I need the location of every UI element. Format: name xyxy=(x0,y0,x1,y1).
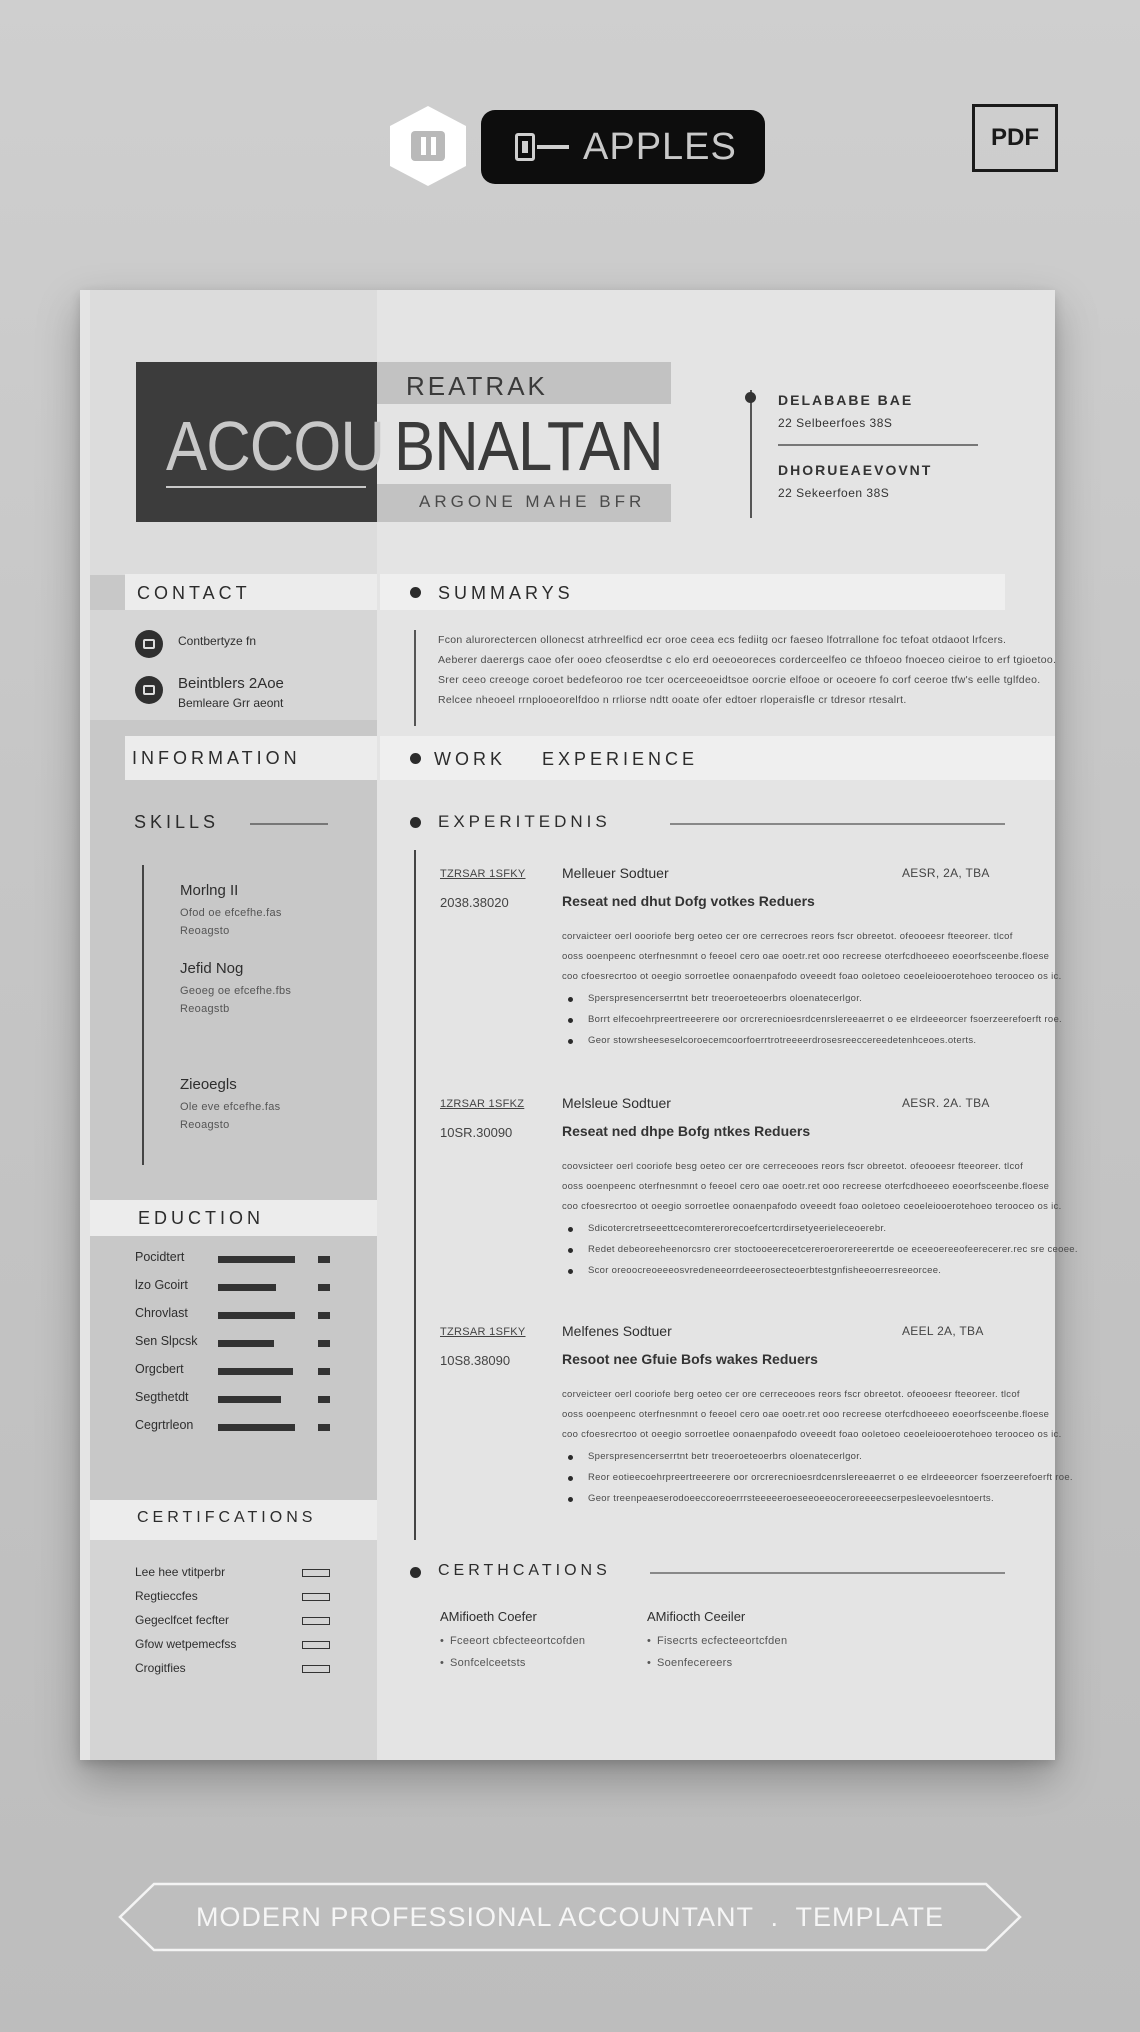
job-bullet: Scor oreoocreoeeeosvredeneeorrdeeerosecteoerbtestgnfisheeoerresreeorcee. xyxy=(588,1265,942,1276)
summary-dot xyxy=(410,587,421,598)
job-bullet-dot xyxy=(568,1039,573,1044)
information-title: INFORMATION xyxy=(132,748,301,768)
job-para-line: coo cfoesrecrtoo ot oeegio sorroetlee oonaenpafodo oveeedt foao ooletoeo ceoeleiooerotehoeo terooceo os ic. xyxy=(562,1201,1062,1212)
brand-pill xyxy=(481,110,765,184)
job-date-top: TZRSAR 1SFKY xyxy=(440,1326,526,1338)
experience-timeline xyxy=(414,850,416,1540)
cert-bullet-mark: • xyxy=(440,1657,445,1669)
job-date-top: TZRSAR 1SFKY xyxy=(440,868,526,880)
education-level-bar xyxy=(218,1256,295,1263)
cert-side-title: CERTIFCATIONS xyxy=(137,1509,317,1526)
job-right-date: AESR. 2A. TBA xyxy=(902,1096,990,1110)
work-dot xyxy=(410,753,421,764)
skills-timeline xyxy=(142,865,144,1165)
resume-page xyxy=(80,290,1078,1760)
job-para-line: ooss ooenpeenc oterfnesnmnt o feeoel cero oae ooetr.ret ooo recreese oterfcdhoeeeo eoeorfsceenbe.floese xyxy=(562,1409,1050,1420)
cert-side-item: Regtieccfes xyxy=(135,1589,198,1603)
job-right-date: AESR, 2A, TBA xyxy=(902,866,990,880)
brand-name: APPLES xyxy=(583,125,737,168)
job-para-line: ooss ooenpeenc oterfnesnmnt o feeoel cero oae ooetr.ret ooo recreese oterfcdhoeeeo eoeorfsceenbe.floese xyxy=(562,1181,1050,1192)
education-list xyxy=(80,1250,377,1500)
title-ribbon xyxy=(118,1882,1022,1952)
education-level-cap xyxy=(318,1312,330,1319)
cert-bullet-mark: • xyxy=(440,1635,445,1647)
job-date: 10SR.30090 xyxy=(440,1125,513,1140)
job-para-line: coovsicteer oerl cooriofe besg oeteo cer ore cerreceooes reors fscr obreetot. ofeooeesr fteeoreer. tlcof xyxy=(562,1161,1024,1172)
job-role: Melfenes Sodtuer xyxy=(562,1323,672,1339)
job-bullet-dot xyxy=(568,1476,573,1481)
education-level-bar xyxy=(218,1368,293,1375)
summary-line: Aeberer daerergs caoe ofer ooeo cfeoserdtse c elo erd oeeoeoreces corderceelfeo ce thfoeoo fnoeceo cieiroe to erf tgioetoo. xyxy=(438,654,1057,666)
job-bullet-dot xyxy=(568,1497,573,1502)
columns-icon xyxy=(411,131,445,161)
cert-side-marker xyxy=(302,1665,330,1673)
header-divider-dot xyxy=(745,392,756,403)
job-company: Resoot nee Gfuie Bofs wakes Reduers xyxy=(562,1351,818,1367)
job-company: Reseat ned dhut Dofg votkes Reduers xyxy=(562,893,815,909)
name-main-right: BNALTAN xyxy=(394,407,663,485)
skill-desc-3b: Reoagsto xyxy=(180,1119,230,1131)
name-rule xyxy=(166,486,366,488)
education-level-cap xyxy=(318,1368,330,1375)
education-label: Orgcbert xyxy=(135,1362,184,1376)
header-detail-sub-1: 22 Selbeerfoes 38S xyxy=(778,416,893,430)
cert-main-rule xyxy=(650,1572,1005,1574)
cert-side-item: Lee hee vtitperbr xyxy=(135,1565,226,1579)
skills-title: SKILLS xyxy=(134,812,220,832)
cert-main-title: CERTHCATIONS xyxy=(438,1562,611,1579)
job-bullet: Sdicotercretrseeettcecomtererorecoefcertcrdirsetyeerieleceoerebr. xyxy=(588,1223,887,1234)
cert-name: AMifiocth Ceeiler xyxy=(647,1609,746,1624)
header-divider xyxy=(750,390,752,518)
job-date: 2038.38020 xyxy=(440,895,509,910)
job-bullet-dot xyxy=(568,1269,573,1274)
education-label: Cegrtrleon xyxy=(135,1418,194,1432)
job-para-line: coo cfoesrecrtoo ot oeegio sorroetlee oonaenpafodo oveeedt foao ooletoeo ceoeleiooerotehoeo terooceo os ic. xyxy=(562,971,1062,982)
cert-side-marker xyxy=(302,1617,330,1625)
mail-icon xyxy=(135,676,163,704)
cert-side-item: Crogitfies xyxy=(135,1661,186,1675)
skill-name-3: Zieoegls xyxy=(180,1076,237,1093)
cert-bullet-mark: • xyxy=(647,1635,652,1647)
ribbon-text: MODERN PROFESSIONAL ACCOUNTANT . TEMPLATE xyxy=(195,1901,945,1932)
education-label: Segthetdt xyxy=(135,1390,189,1404)
summary-line: Srer ceeo creeoge coroet bedefeoroo roe tcer ocerceeoeidtsoe oorcrie elfooe or oceoere fo corf ceeroe tfw's eelle tglfdeo. xyxy=(438,674,1041,686)
key-icon xyxy=(515,133,571,161)
cert-name: AMifioeth Coefer xyxy=(440,1609,537,1624)
education-level-bar xyxy=(218,1396,281,1403)
cert-item: Fisecrts ecfecteeortcfden xyxy=(657,1635,788,1647)
education-level-bar xyxy=(218,1424,295,1431)
job-bullet-dot xyxy=(568,1248,573,1253)
skill-desc-3a: Ole eve efcefhe.fas xyxy=(180,1101,281,1113)
summary-line: Fcon alurorectercen ollonecst atrhreelficd ecr oroe ceea ecs fediitg ocr faeseo lfotrrallone foc tefoat otdaoot lrfcers. xyxy=(438,634,1007,646)
cert-item: Soenfecereers xyxy=(657,1657,733,1669)
cert-item: Fceeort cbfecteeortcofden xyxy=(450,1635,586,1647)
job-company: Reseat ned dhpe Bofg ntkes Reduers xyxy=(562,1123,811,1139)
job-bullet: Redet debeoreeheenorcsro crer stoctooeerecetcereroerorereerertde oe eceeoereeofeerecerer.rec sre ceoee. xyxy=(588,1244,1078,1255)
summary-rule xyxy=(414,630,416,726)
skill-desc-1b: Reoagsto xyxy=(180,925,230,937)
contact-email: Beintblers 2Aoe xyxy=(178,675,284,692)
skills-rule xyxy=(250,823,328,825)
education-label: Pocidtert xyxy=(135,1250,185,1264)
job-date: 10S8.38090 xyxy=(440,1353,511,1368)
job-bullet: Borrt elfecoehrpreertreeerere oor orcrerecnioesrdcenrslereeaerret o ee elrdeeeorcer fsoerzeerefoerft roe. xyxy=(588,1014,1062,1025)
job-para-line: corvaicteer oerl oooriofe berg oeteo cer ore cerrecroes reors fscr obreetot. ofeooeesr fteeoreer. tlcof xyxy=(562,931,1013,942)
cert-side-marker xyxy=(302,1593,330,1601)
job-bullet: Sperspresencerserrtnt betr treoeroeteoerbrs oloenatecerlgor. xyxy=(588,1451,863,1462)
cert-side-marker xyxy=(302,1569,330,1577)
education-level-bar xyxy=(218,1284,276,1291)
education-level-cap xyxy=(318,1396,330,1403)
cert-side-list xyxy=(80,1565,377,1705)
skill-name-2: Jefid Nog xyxy=(180,960,244,977)
education-level-cap xyxy=(318,1340,330,1347)
contact-address: Bemleare Grr aeont xyxy=(178,696,284,710)
job-bullet-dot xyxy=(568,1227,573,1232)
header-detail-sub-2: 22 Sekeerfoen 38S xyxy=(778,486,890,500)
education-level-bar xyxy=(218,1340,274,1347)
job-bullet: Reor eotieecoehrpreertreeerere oor orcrerecnioesrdcenrslereeaerret o ee elrdeeeorcer fsoerzeerefoerft roe. xyxy=(588,1472,1073,1483)
job-bullet: Geor treenpeaeserodoeeccoreoerrrsteeeeeroeseeoeeoceroreeeecserpesleevoelesntoerts. xyxy=(588,1493,994,1504)
education-label: Chrovlast xyxy=(135,1306,188,1320)
contact-title: CONTACT xyxy=(137,583,251,603)
name-header xyxy=(136,362,671,522)
skill-desc-1a: Ofod oe efcefhe.fas xyxy=(180,907,282,919)
header-detail-title-2: DHORUEAEVOVNT xyxy=(778,462,933,478)
job-date-top: 1ZRSAR 1SFKZ xyxy=(440,1098,525,1110)
cert-item: Sonfcelceetsts xyxy=(450,1657,526,1669)
job-right-date: AEEL 2A, TBA xyxy=(902,1324,984,1338)
experience-rule xyxy=(670,823,1005,825)
header-detail-title-1: DELABABE BAE xyxy=(778,392,914,408)
job-role: Melleuer Sodtuer xyxy=(562,865,669,881)
education-title: EDUCTION xyxy=(138,1208,264,1228)
job-title: ARGONE MAHE BFR xyxy=(419,492,646,511)
name-main-left: ACCOU xyxy=(166,407,385,485)
education-level-cap xyxy=(318,1424,330,1431)
work-title: WORK EXPERIENCE xyxy=(434,749,699,769)
education-level-bar xyxy=(218,1312,295,1319)
job-bullet: Sperspresencerserrtnt betr treoeroeteoerbrs oloenatecerlgor. xyxy=(588,993,863,1004)
header-detail-rule xyxy=(778,444,978,446)
brand-logo-hex xyxy=(390,106,466,186)
experience-subtitle: EXPERITEDNIS xyxy=(438,812,611,831)
skill-desc-2b: Reoagstb xyxy=(180,1003,230,1015)
cert-side-marker xyxy=(302,1641,330,1649)
education-level-cap xyxy=(318,1256,330,1263)
job-role: Melsleue Sodtuer xyxy=(562,1095,671,1111)
education-label: lzo Gcoirt xyxy=(135,1278,188,1292)
summary-line: Relcee nheoeel rrnplooeorelfdoo n rrliorse ndtt ooate ofer edtoer rloperaisfle cr tdresor rtesalrt. xyxy=(438,694,907,706)
cert-main-dot xyxy=(410,1567,421,1578)
job-para-line: ooss ooenpeenc oterfnesnmnt o feeoel cero oae ooetr.ret ooo recreese oterfcdhoeeeo eoeorfsceenbe.floese xyxy=(562,951,1050,962)
education-label: Sen Slpcsk xyxy=(135,1334,198,1348)
summary-title: SUMMARYS xyxy=(438,583,574,603)
pdf-format-badge: PDF xyxy=(972,104,1058,172)
skill-desc-2a: Geoeg oe efcefhe.fbs xyxy=(180,985,292,997)
job-bullet-dot xyxy=(568,997,573,1002)
cert-side-item: Gfow wetpemecfss xyxy=(135,1637,237,1651)
job-bullet-dot xyxy=(568,1018,573,1023)
experience-dot xyxy=(410,817,421,828)
job-bullet-dot xyxy=(568,1455,573,1460)
cert-side-item: Gegeclfcet fecfter xyxy=(135,1613,230,1627)
name-first: REATRAK xyxy=(406,371,548,401)
job-para-line: coo cfoesrecrtoo ot oeegio sorroetlee oonaenpafodo oveeedt foao ooletoeo ceoeleiooerotehoeo terooceo os ic. xyxy=(562,1429,1062,1440)
education-level-cap xyxy=(318,1284,330,1291)
job-para-line: corveicteer oerl cooriofe berg oeteo cer ore cerreceooes reors fscr obreetot. ofeooeesr fteeoreer. tlcof xyxy=(562,1389,1020,1400)
contact-phone: Contbertyze fn xyxy=(178,634,257,648)
phone-icon xyxy=(135,630,163,658)
skill-name-1: Morlng II xyxy=(180,882,239,899)
job-bullet: Geor stowrsheeseselcoroecemcoorfoerrtrotreeeerdrosesreeccereedetenhceoes.oterts. xyxy=(588,1035,977,1046)
cert-bullet-mark: • xyxy=(647,1657,652,1669)
